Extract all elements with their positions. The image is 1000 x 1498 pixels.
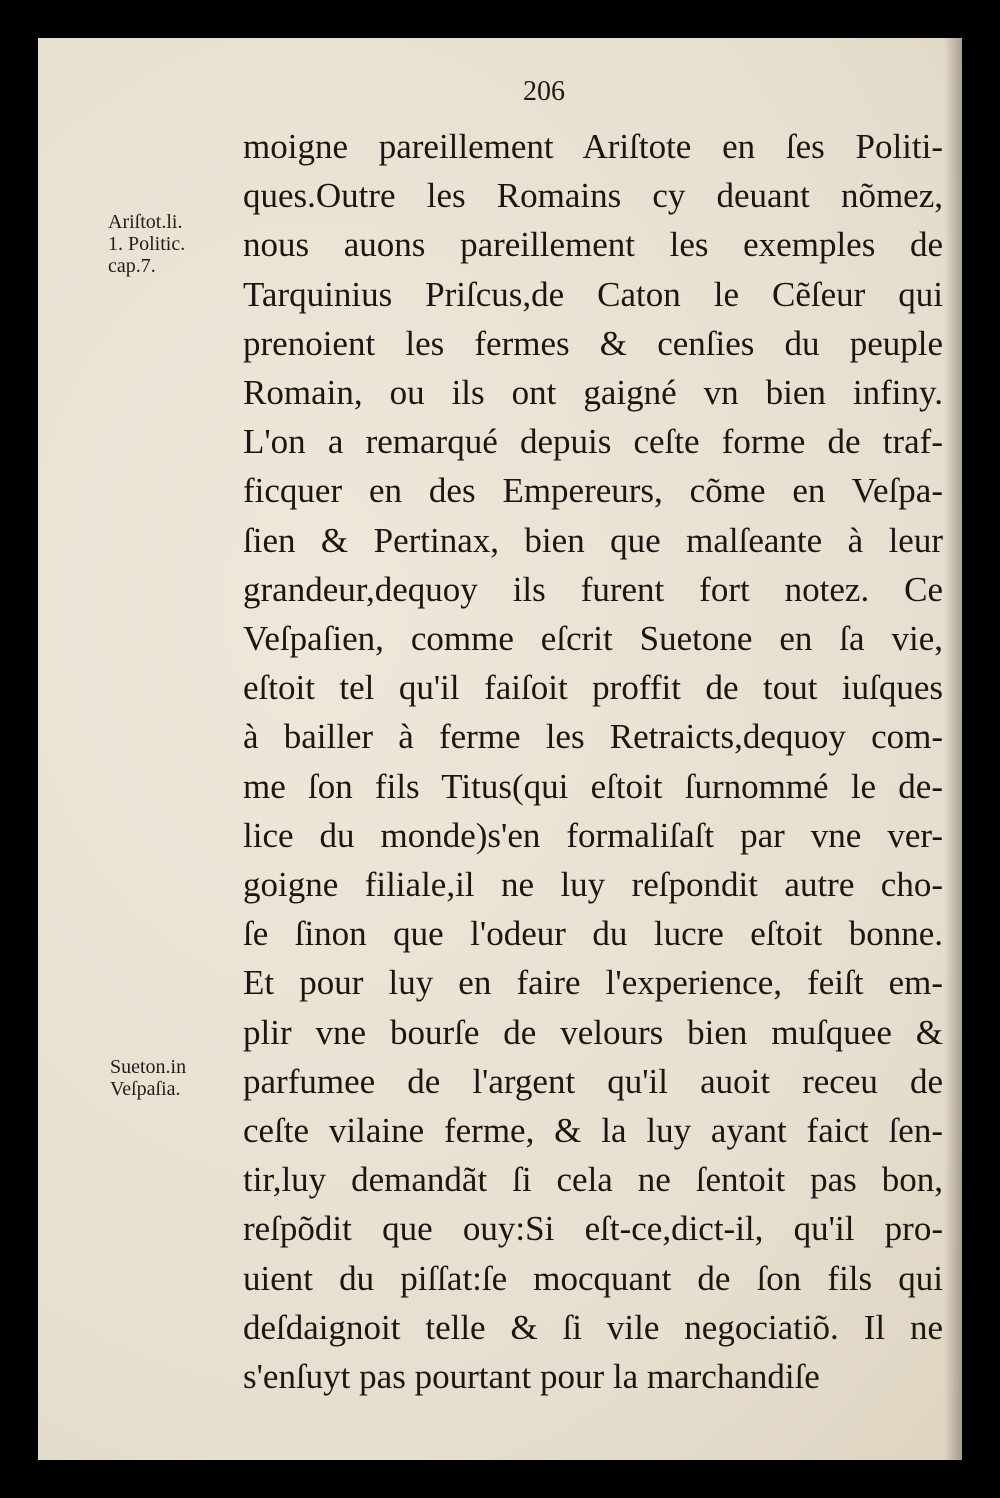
text-line: ceſte vilaine ferme, & la luy ayant faict ſen- [243, 1111, 943, 1151]
text-line: grandeur,dequoy ils furent fort notez. Ce [243, 569, 943, 609]
margin-note-line: Sueton.in [110, 1056, 187, 1078]
text-line: reſpõdit que ouy:Si eſt-ce,dict-il, qu'il pro- [243, 1209, 943, 1249]
text-line: nous auons pareillement les exemples de [243, 225, 943, 265]
margin-note-suetonius [110, 1056, 186, 1100]
margin-note-line: cap.7. [108, 255, 156, 277]
text-line: me ſon fils Titus(qui eſtoit ſurnommé le de- [243, 766, 943, 806]
text-line: à bailler à ferme les Retraicts,dequoy com- [243, 717, 943, 757]
text-line: tir,luy demandãt ſi cela ne ſentoit pas bon, [243, 1160, 943, 1200]
text-line: prenoient les fermes & cenſies du peuple [243, 323, 943, 363]
margin-note-line: Ariſtot.li. [108, 211, 183, 233]
text-line: Romain, ou ils ont gaigné vn bien infiny. [243, 373, 943, 413]
page-number: 206 [523, 76, 565, 107]
page-edge-shadow [944, 38, 962, 1460]
margin-note-line: Veſpaſia. [110, 1078, 181, 1100]
text-line: Tarquinius Priſcus,de Caton le Cẽſeur qui [243, 274, 943, 314]
text-line: s'enſuyt pas pourtant pour la marchandiſe [243, 1357, 820, 1397]
text-line: ques.Outre les Romains cy deuant nõmez, [243, 176, 943, 216]
text-line: plir vne bourſe de velours bien muſquee & [243, 1012, 943, 1052]
text-line: Et pour luy en faire l'experience, feiſt em- [243, 963, 943, 1003]
text-line: Veſpaſien, comme eſcrit Suetone en ſa vie, [243, 619, 943, 659]
text-line: uient du piſſat:ſe mocquant de ſon fils qui [243, 1258, 943, 1298]
text-line: moigne pareillement Ariſtote en ſes Politi- [243, 127, 943, 166]
text-line: ſe ſinon que l'odeur du lucre eſtoit bonne. [243, 914, 943, 954]
body-text [243, 122, 943, 1401]
text-line: L'on a remarqué depuis ceſte forme de traf- [243, 422, 943, 462]
margin-note-aristotle [108, 211, 185, 277]
text-line: ficquer en des Empereurs, cõme en Veſpa- [243, 471, 943, 511]
text-line: ſien & Pertinax, bien que malſeante à leur [243, 520, 943, 560]
text-line: goigne filiale,il ne luy reſpondit autre cho- [243, 865, 943, 905]
margin-note-line: 1. Politic. [108, 233, 186, 255]
book-page [38, 38, 962, 1460]
text-line: eſtoit tel qu'il faiſoit proffit de tout iuſques [243, 668, 943, 708]
text-line: parfumee de l'argent qu'il auoit receu de [243, 1061, 943, 1101]
text-line: deſdaignoit telle & ſi vile negociatiõ. Il ne [243, 1307, 943, 1347]
text-line: lice du monde)s'en formaliſaſt par vne ver- [243, 815, 943, 855]
